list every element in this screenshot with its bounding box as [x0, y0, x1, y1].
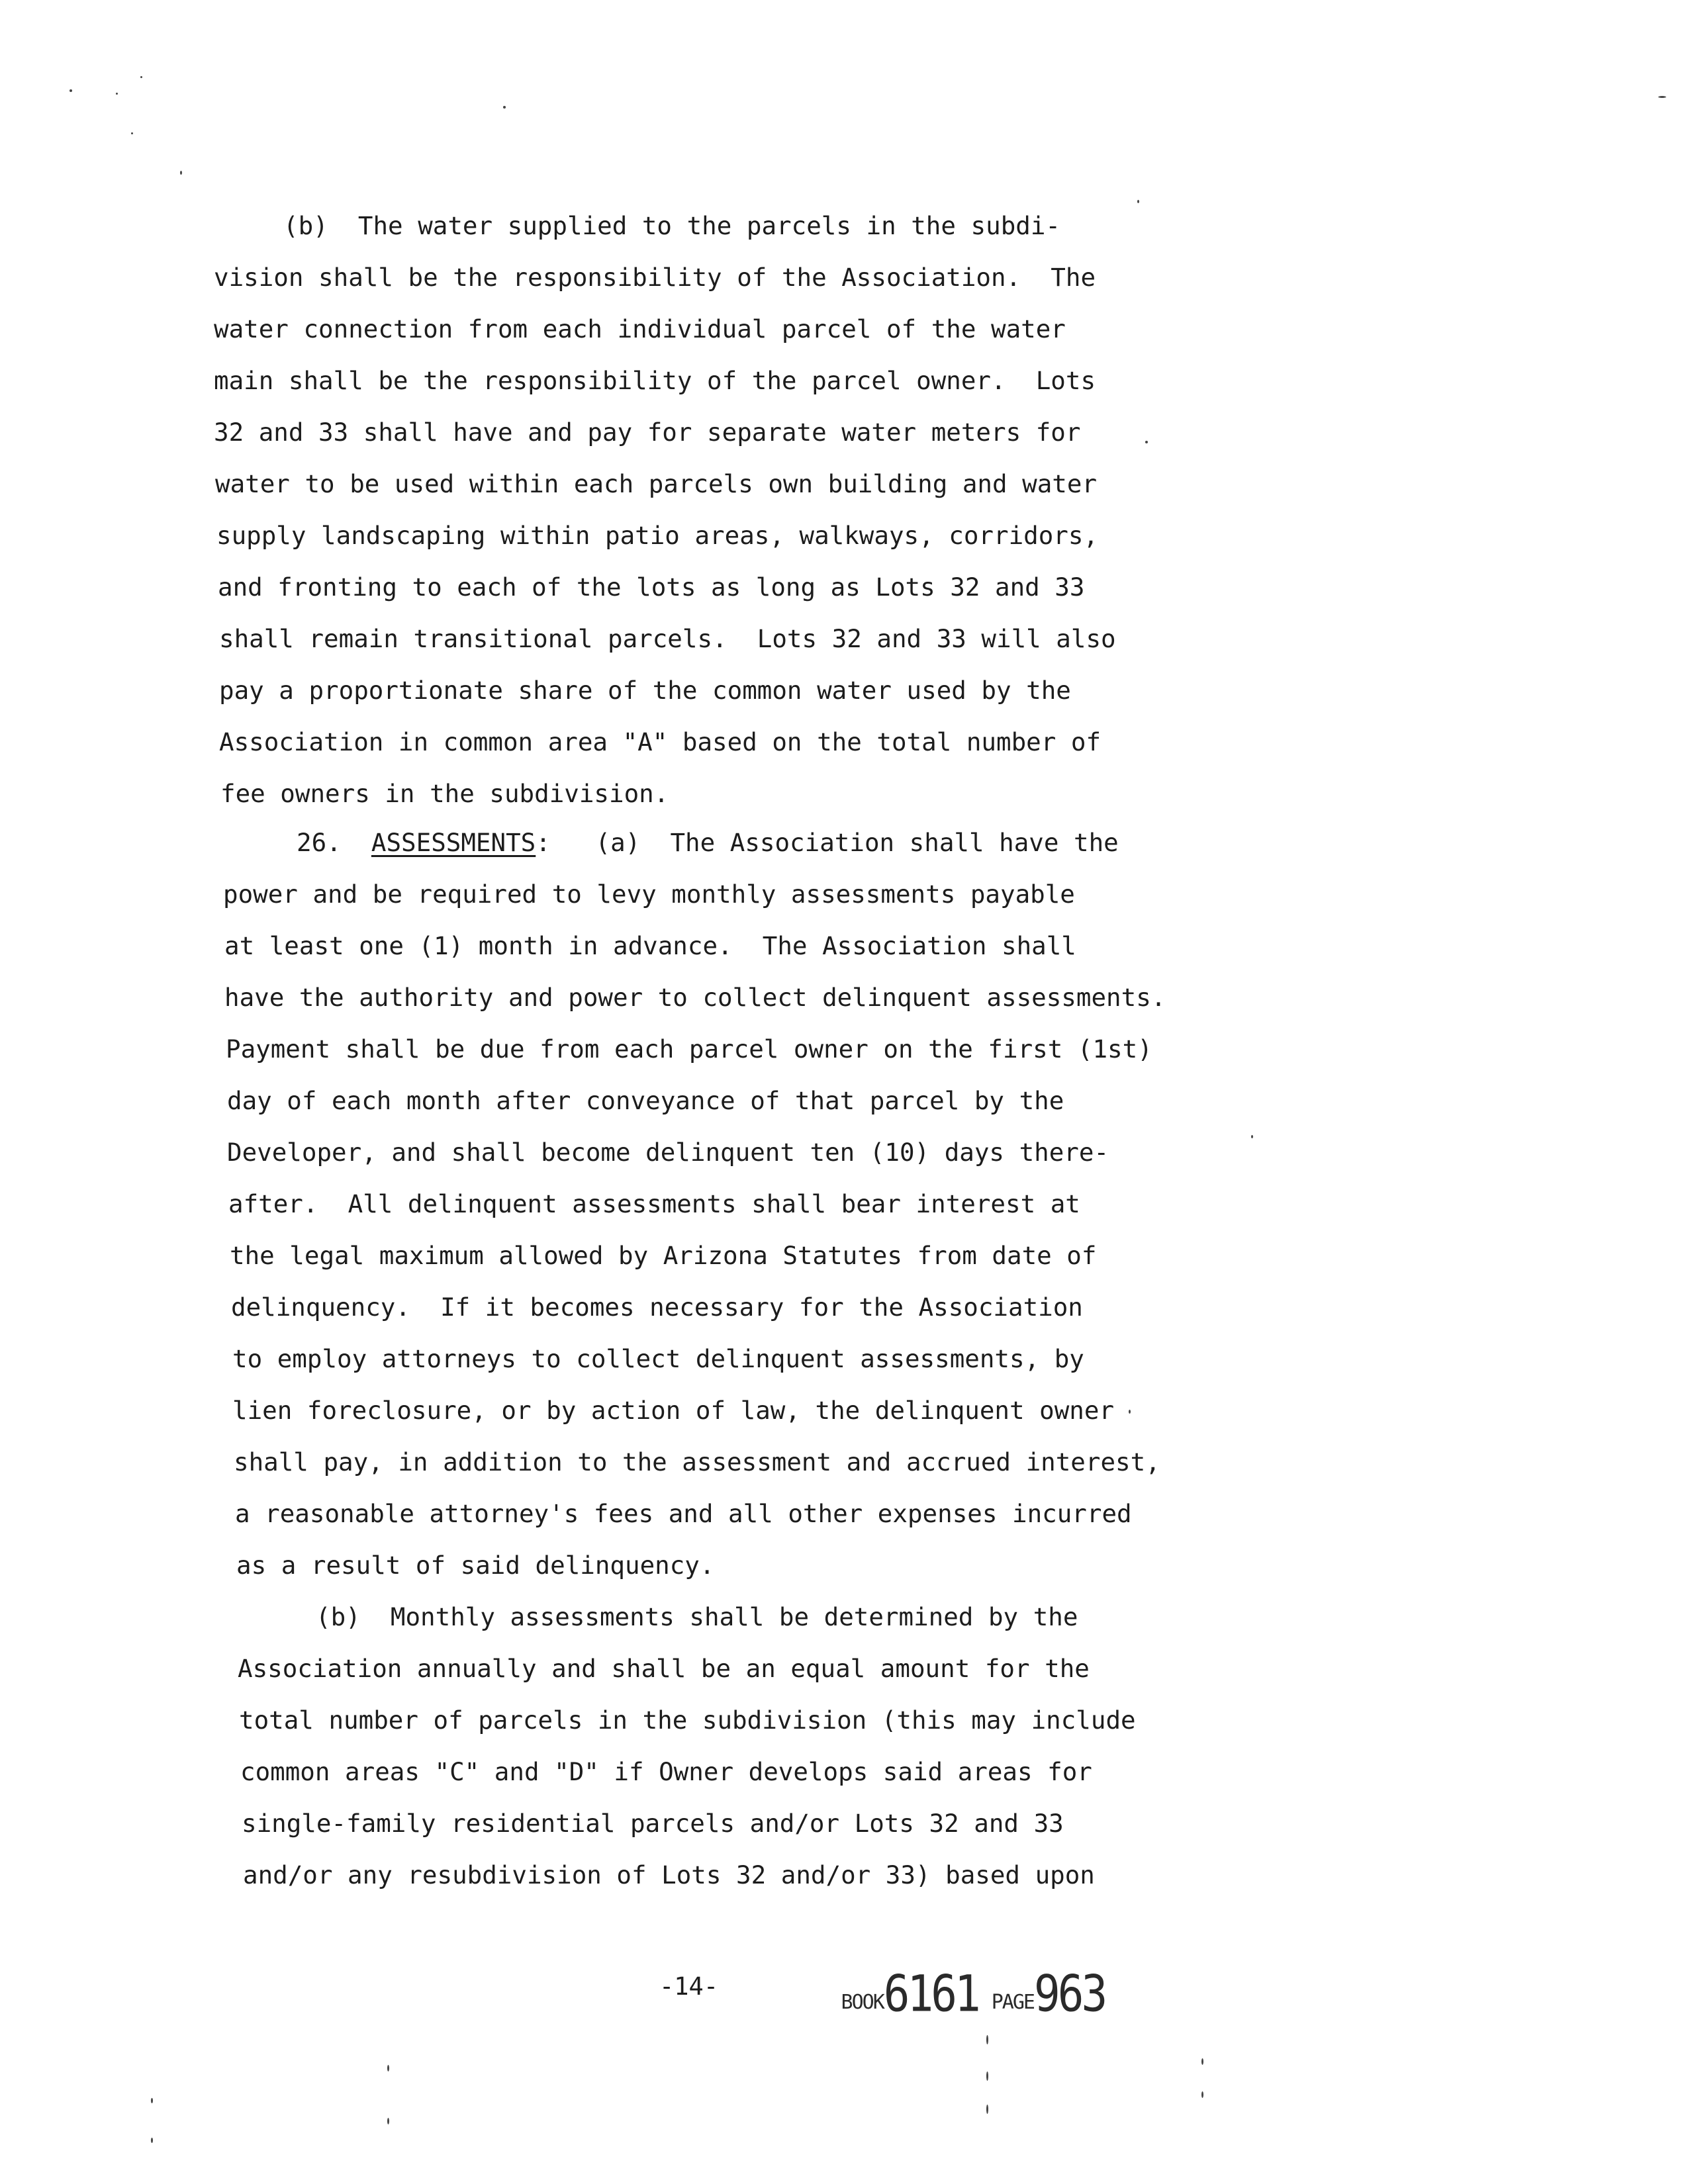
text-line: as a result of said delinquency. [236, 1551, 715, 1580]
section-title: ASSESSMENTS [371, 828, 536, 857]
text-line: at least one (1) month in advance. The Association shall [224, 931, 1076, 960]
text-line: single-family residential parcels and/or Lots 32 and 33 [242, 1809, 1064, 1838]
recording-stamp [816, 1956, 1105, 2032]
text-line: pay a proportionate share of the common water used by the [219, 676, 1071, 705]
scan-speck [387, 2118, 389, 2124]
text-line: (b) Monthly assessments shall be determined by the [316, 1602, 1078, 1631]
text-line: after. All delinquent assessments shall bear interest at [228, 1189, 1080, 1218]
scan-speck [986, 2071, 988, 2081]
stamp-book-label: BOOK [841, 1991, 884, 2014]
scan-speck [180, 171, 182, 175]
scan-speck [503, 106, 506, 109]
text-line: total number of parcels in the subdivision (this may include [239, 1706, 1136, 1735]
section-number: 26. [297, 828, 371, 857]
section-text: : (a) The Association shall have the [536, 828, 1119, 857]
text-line: delinquency. If it becomes necessary for the Association [231, 1293, 1083, 1322]
stamp-book-number: 6161 [883, 1964, 978, 2023]
scan-speck [986, 2105, 988, 2114]
text-line: and/or any resubdivision of Lots 32 and/or 33) based upon [243, 1860, 1095, 1889]
text-line: to employ attorneys to collect delinquent assessments, by [232, 1344, 1084, 1373]
stamp-page-label: PAGE [991, 1991, 1034, 2014]
text-line: Developer, and shall become delinquent ten (10) days there- [227, 1138, 1109, 1167]
text-line: common areas "C" and "D" if Owner develops said areas for [240, 1757, 1092, 1786]
text-line: main shall be the responsibility of the parcel owner. Lots [214, 366, 1096, 395]
scan-speck [131, 132, 133, 134]
text-line: have the authority and power to collect delinquent assessments. [224, 983, 1166, 1012]
scan-speck [1658, 96, 1666, 98]
text-line: fee owners in the subdivision. [220, 779, 669, 808]
scan-speck [986, 2035, 988, 2044]
scan-speck [151, 2098, 153, 2103]
scan-speck [1129, 1410, 1131, 1414]
scan-speck [116, 93, 118, 95]
scan-speck [1251, 1135, 1253, 1138]
scan-speck [140, 76, 142, 78]
scan-speck [1137, 200, 1139, 203]
scan-speck [1145, 441, 1148, 443]
text-line: water connection from each individual parcel of the water [214, 314, 1066, 343]
text-line: power and be required to levy monthly assessments payable [223, 880, 1075, 909]
text-line: and fronting to each of the lots as long as Lots 32 and 33 [218, 572, 1085, 602]
text-line: (b) The water supplied to the parcels in the subdi- [283, 211, 1060, 240]
scan-speck [387, 2065, 389, 2071]
scan-speck [1201, 2058, 1203, 2065]
stamp-page-number: 963 [1033, 1964, 1105, 2023]
text-line: lien foreclosure, or by action of law, the delinquent owner [232, 1396, 1115, 1425]
text-line: Association in common area "A" based on the total number of [219, 727, 1102, 756]
scan-speck [70, 89, 72, 92]
scan-speck [1201, 2091, 1203, 2098]
text-line: Association annually and shall be an equal amount for the [238, 1654, 1090, 1683]
text-line: vision shall be the responsibility of the Association. The [214, 263, 1096, 292]
page-number: -14- [659, 1972, 719, 2001]
text-line: 32 and 33 shall have and pay for separate water meters for [214, 418, 1081, 447]
text-line: Payment shall be due from each parcel owner on the first (1st) [226, 1034, 1152, 1064]
text-line: day of each month after conveyance of that parcel by the [227, 1086, 1064, 1115]
text-line: shall remain transitional parcels. Lots 32 and 33 will also [219, 624, 1116, 653]
scan-speck [151, 2138, 153, 2143]
text-line: a reasonable attorney's fees and all other expenses incurred [235, 1499, 1132, 1528]
text-line: the legal maximum allowed by Arizona Statutes from date of [230, 1241, 1097, 1270]
section-heading-line [297, 828, 1119, 857]
text-line: shall pay, in addition to the assessment and accrued interest, [234, 1447, 1160, 1477]
text-line: supply landscaping within patio areas, walkways, corridors, [216, 521, 1099, 550]
text-line: water to be used within each parcels own building and water [215, 469, 1098, 498]
